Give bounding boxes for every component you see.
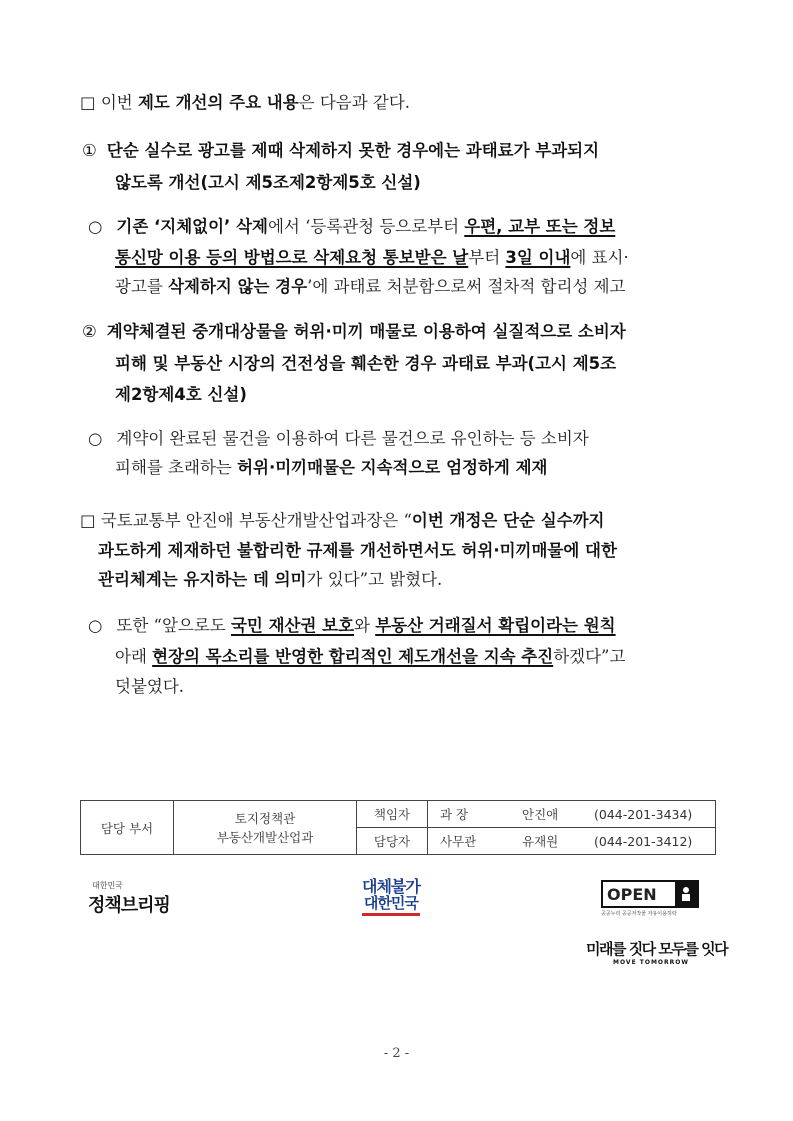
name-cell: 유재원	[516, 828, 588, 855]
bold-text: 허위·미끼매물은 지속적으로 엄정하게 제재	[237, 458, 548, 477]
dept-name-2: 부동산개발산업과	[216, 829, 314, 845]
circle-bullet: ○	[88, 217, 103, 236]
text: 은 다음과 같다.	[298, 93, 411, 112]
text: 피해를 초래하는	[115, 458, 238, 477]
quote-paragraph-line-3	[98, 563, 442, 597]
underlined-text: 통신망 이용 등의 방법으로 삭제요청 통보받은 날	[115, 248, 469, 267]
open-text: OPEN	[607, 884, 657, 904]
bold-text: 이번 개정은 단순 실수까지	[411, 511, 605, 530]
bold-text: 관리체계는 유지하는 데 의미	[98, 570, 307, 589]
text: 광고를	[115, 277, 169, 296]
korea-logo-line-2: 대한민국	[362, 895, 420, 916]
role-cell: 책임자	[357, 801, 428, 828]
page-number: - 2 -	[383, 1046, 410, 1061]
role-cell: 담당자	[357, 828, 428, 855]
text: 가 있다”고 밝혔다.	[306, 570, 443, 589]
text: 와	[354, 616, 376, 635]
circle-bullet: ○	[88, 616, 103, 635]
phone-cell: (044-201-3434)	[588, 801, 716, 828]
person-icon	[675, 882, 697, 906]
checkbox-bullet: □	[80, 93, 96, 112]
circled-number-1: ①	[82, 141, 97, 160]
item-1-line-1: 단순 실수로 광고를 제때 삭제하지 못한 경우에는 과태료가 부과되지	[106, 141, 600, 160]
open-sub-text: 공공누리 공공저작물 자유이용허락	[601, 911, 677, 917]
logo-main-text: 정책브리핑	[88, 895, 170, 916]
slogan-text: 미래를 짓다 모두를 잇다	[586, 940, 728, 958]
intro-paragraph	[80, 86, 410, 120]
korea-logo-line-1: 대체불가	[362, 877, 420, 896]
bold-text: 삭제하지 않는 경우	[168, 277, 308, 296]
item-2-line-2: 피해 및 부동산 시장의 건전성을 훼손한 경우 과태료 부과(고시 제5조	[115, 354, 617, 373]
slogan-logo	[586, 938, 728, 966]
bold-text: 기존 ‘지체없이’ 삭제	[116, 217, 268, 236]
text: 국토교통부 안진애 부동산개발산업과장은 “	[100, 511, 412, 530]
korea-logo	[362, 878, 420, 916]
text: 하겠다”고	[553, 647, 626, 666]
text: 이번	[100, 93, 138, 112]
quote-paragraph-line-2: 과도하게 제재하던 불합리한 규제를 개선하면서도 허위·미끼매물에 대한	[98, 541, 617, 560]
name-cell: 안진애	[516, 801, 588, 828]
title-cell: 과 장	[428, 801, 517, 828]
text: 에서 ‘등록관청 등으로부터	[267, 217, 465, 236]
underlined-text: 부동산 거래질서 확립이라는 원칙	[375, 616, 616, 635]
sub-bullet-3-line-2	[115, 640, 625, 674]
item-2-line-3: 제2항제4호 신설)	[115, 385, 247, 404]
dept-name-1: 토지정책관	[234, 810, 296, 826]
policy-briefing-logo	[88, 880, 170, 917]
text: 아래	[115, 647, 153, 666]
underlined-text: 우편, 교부 또는 정보	[464, 217, 616, 236]
slogan-sub-text: MOVE TOMORROW	[613, 959, 689, 966]
text: 계약이 완료된 물건을 이용하여 다른 물건으로 유인하는 등 소비자	[116, 429, 589, 448]
circle-bullet: ○	[88, 429, 103, 448]
item-1-line-2: 않도록 개선(고시 제5조제2항제5호 신설)	[115, 173, 421, 192]
circled-number-2: ②	[82, 322, 97, 341]
text: 에 표시·	[570, 248, 629, 267]
underlined-text: 국민 재산권 보호	[230, 616, 355, 635]
underlined-text: 3일 이내	[505, 248, 571, 267]
dept-names	[174, 801, 357, 855]
checkbox-bullet: □	[80, 511, 96, 530]
text: ’에 과태료 처분함으로써 절차적 합리성 제고	[307, 277, 626, 296]
text: 부터	[468, 248, 506, 267]
dept-label: 담당 부서	[81, 801, 174, 855]
open-license-logo	[601, 880, 699, 917]
sub-bullet-1-line-1	[88, 210, 615, 244]
sub-bullet-2-line-2	[115, 451, 547, 485]
quote-paragraph-line-1	[80, 504, 604, 538]
text: 또한 “앞으로도	[116, 616, 231, 635]
underlined-text: 현장의 목소리를 반영한 합리적인 제도개선을 지속 추진	[152, 647, 554, 666]
item-2	[82, 315, 626, 349]
sub-bullet-3-line-1	[88, 609, 616, 643]
sub-bullet-3-line-3: 덧붙였다.	[115, 677, 185, 696]
phone-cell: (044-201-3412)	[588, 828, 716, 855]
title-cell: 사무관	[428, 828, 517, 855]
sub-bullet-1-line-3	[115, 270, 625, 304]
item-1	[82, 134, 599, 168]
contact-table	[80, 800, 716, 855]
logo-small-text: 대한민국	[92, 881, 123, 890]
item-2-line-1: 계약체결된 중개대상물을 허위·미끼 매물로 이용하여 실질적으로 소비자	[106, 322, 626, 341]
bold-text: 제도 개선의 주요 내용	[137, 93, 299, 112]
